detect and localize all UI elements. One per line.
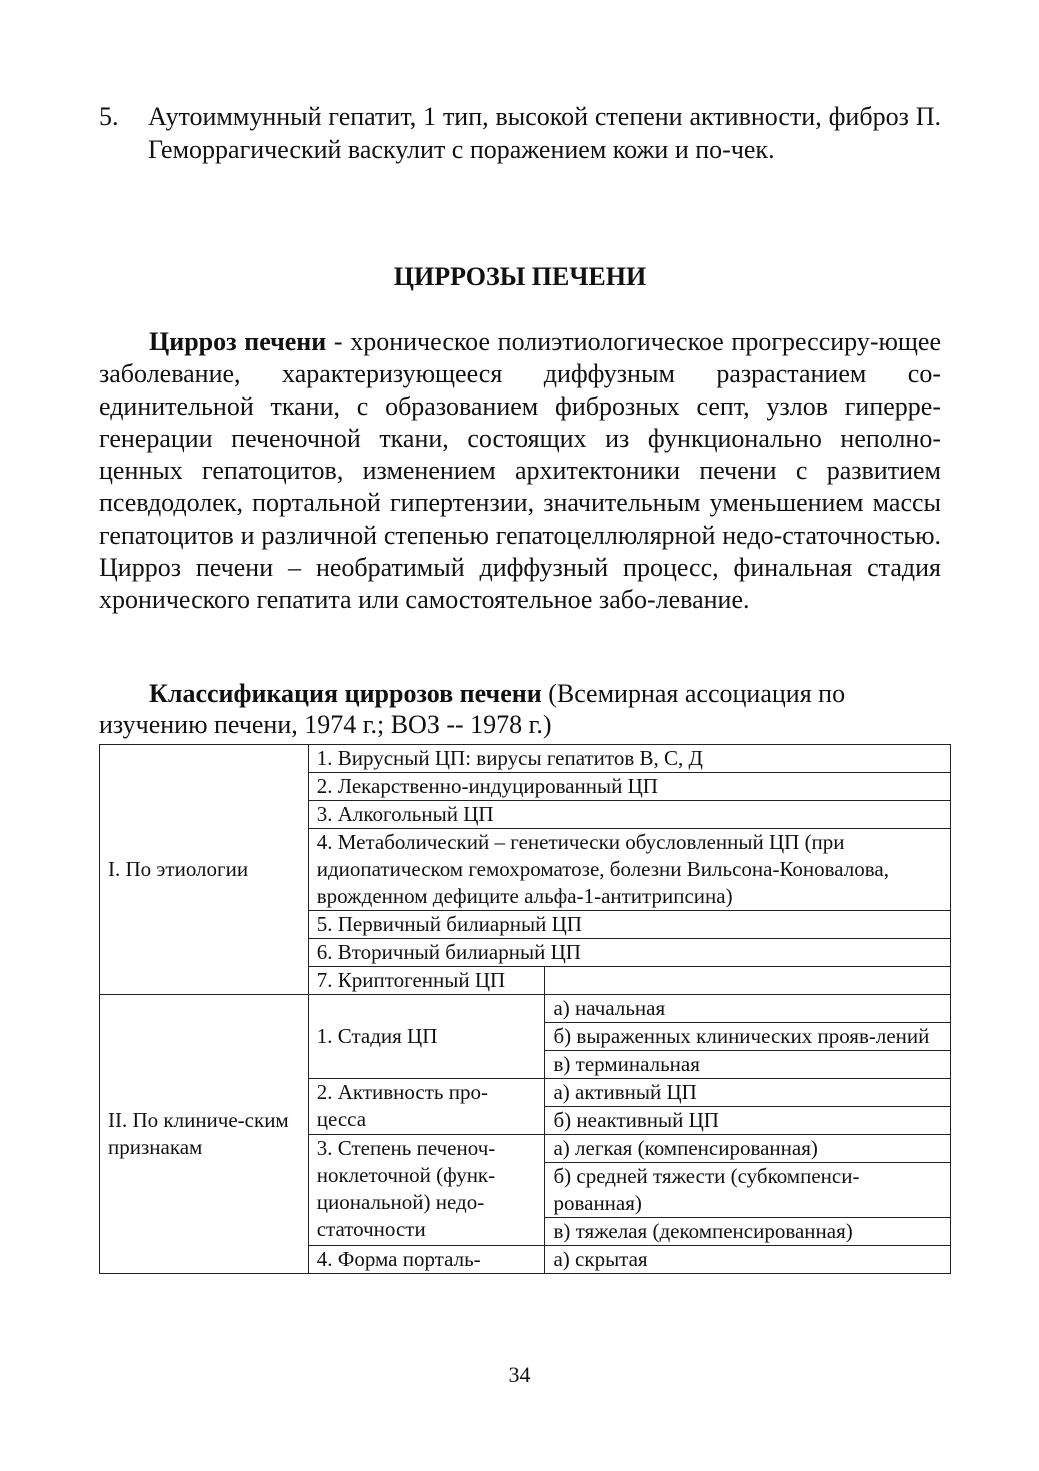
activity-option: а) активный ЦП: [545, 1079, 951, 1107]
table-row: [100, 995, 951, 1023]
stage-option: а) начальная: [545, 995, 951, 1023]
etiology-item: 6. Вторичный билиарный ЦП: [308, 939, 950, 967]
portal-option: а) скрытая: [545, 1246, 951, 1274]
insufficiency-label: 3. Степень печеноч-ноклеточной (функ-циональной) недо-статочности: [308, 1135, 545, 1246]
list-number: 5.: [99, 102, 119, 131]
section-heading: ЦИРРОЗЫ ПЕЧЕНИ: [393, 262, 647, 291]
stage-option: в) терминальная: [545, 1051, 951, 1079]
activity-option: б) неактивный ЦП: [545, 1107, 951, 1135]
definition-paragraph: [99, 326, 941, 617]
classification-title: [99, 678, 941, 740]
list-item-5: [99, 100, 941, 166]
stage-label: 1. Стадия ЦП: [308, 995, 545, 1079]
insufficiency-option: б) средней тяжести (субкомпенси-рованная): [545, 1163, 951, 1218]
page-number: 34: [508, 1362, 531, 1387]
list-item-text: Аутоиммунный гепатит, 1 тип, высокой степени активности, фиброз П. Геморрагический васкулит с поражением кожи и по-чек.: [148, 102, 941, 164]
portal-label: 4. Форма порталь-: [308, 1246, 545, 1274]
etiology-item: 2. Лекарственно-индуцированный ЦП: [308, 773, 950, 801]
etiology-item: 1. Вирусный ЦП: вирусы гепатитов В, С, Д: [308, 745, 950, 773]
etiology-item: 3. Алкогольный ЦП: [308, 801, 950, 829]
etiology-item: 5. Первичный билиарный ЦП: [308, 911, 950, 939]
definition-text: - хроническое полиэтиологическое прогрессиру-ющее заболевание, характеризующееся диффузным разрастанием со-единительной ткани, с образованием фиброзных септ, узлов гиперре-генерации печеночной ткани, состоящих из функционально неполно-ценных гепатоцитов, изменением архитектоники печени с развитием псевдодолек, портальной гипертензии, значительным уменьшением массы гепатоцитов и различной степенью гепатоцеллюлярной недо-статочностью. Цирроз печени – необратимый диффузный процесс, финальная стадия хронического гепатита или самостоятельное забо-левание.: [99, 327, 942, 615]
definition-term: Цирроз печени: [149, 327, 327, 356]
etiology-item-cryptogenic: 7. Криптогенный ЦП: [308, 967, 545, 995]
classification-table: [99, 744, 951, 1274]
stage-option: б) выраженных клинических прояв-лений: [545, 1023, 951, 1051]
clinical-label: II. По клиниче-ским признакам: [100, 995, 309, 1274]
classification-title-source: (Всемирная ассоциация по изучению печени, 1974 г.; ВОЗ -- 1978 г.): [99, 679, 846, 739]
activity-label: 2. Активность про-цесса: [308, 1079, 545, 1135]
insufficiency-option: а) легкая (компенсированная): [545, 1135, 951, 1163]
etiology-label: I. По этиологии: [100, 745, 309, 995]
insufficiency-option: в) тяжелая (декомпенсированная): [545, 1218, 951, 1246]
classification-title-bold: Классификация циррозов печени: [149, 679, 542, 708]
table-row: [100, 745, 951, 773]
etiology-item: 4. Метаболический – генетически обусловленный ЦП (при идиопатическом гемохроматозе, болезни Вильсона-Коновалова, врожденном дефиците альфа-1-антитрипсина): [308, 829, 950, 911]
empty-cell: [545, 967, 951, 995]
